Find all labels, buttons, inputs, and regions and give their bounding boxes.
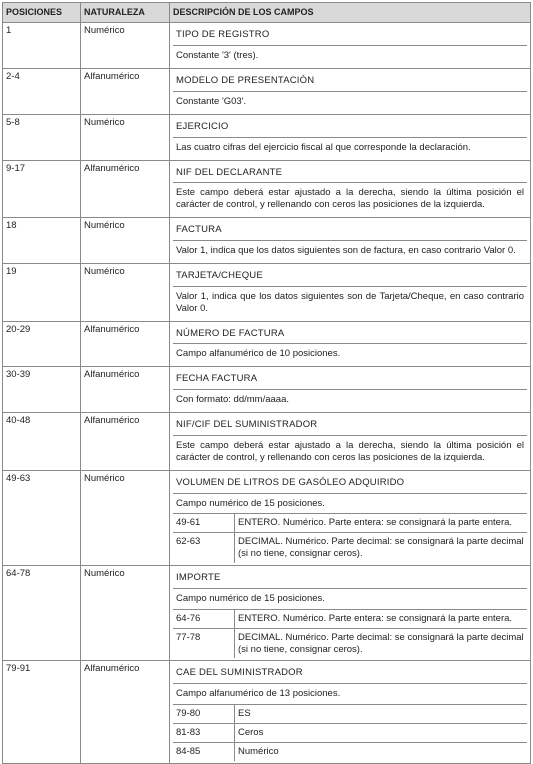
field-description: Campo numérico de 15 posiciones.	[173, 589, 527, 610]
table-row	[3, 413, 531, 471]
subfield-description: Ceros	[235, 724, 528, 743]
field-name: FECHA FACTURA	[173, 369, 527, 390]
description-cell	[170, 413, 531, 471]
description-cell	[170, 263, 531, 321]
position-cell: 5-8	[3, 114, 81, 160]
field-description: Constante '3' (tres).	[176, 50, 259, 62]
table-row	[3, 114, 531, 160]
position-cell: 1	[3, 23, 81, 69]
subfield-description: ES	[235, 705, 528, 723]
table-row	[3, 367, 531, 413]
table-row	[3, 566, 531, 661]
header-description: DESCRIPCIÓN DE LOS CAMPOS	[170, 3, 531, 23]
field-name: EJERCICIO	[173, 117, 527, 138]
field-description: Constante 'G03'.	[176, 95, 247, 107]
position-cell: 79-91	[3, 661, 81, 763]
field-name: CAE DEL SUMINISTRADOR	[173, 663, 527, 684]
field-spec-table	[2, 2, 531, 764]
subfield-description: DECIMAL. Numérico. Parte decimal: se consignará la parte decimal (si no tiene, consignar ceros).	[238, 631, 524, 655]
field-description: Valor 1, indica que los datos siguientes son de factura, en caso contrario Valor 0.	[176, 245, 516, 256]
position-cell: 9-17	[3, 160, 81, 218]
header-positions: POSICIONES	[3, 3, 81, 23]
subfield-row	[173, 533, 527, 563]
subfield-table	[173, 514, 527, 563]
subfield-description: Numérico	[238, 745, 279, 757]
field-name: TARJETA/CHEQUE	[173, 266, 527, 287]
nature-cell: Numérico	[81, 263, 170, 321]
position-cell: 20-29	[3, 321, 81, 367]
field-name: NIF DEL DECLARANTE	[173, 163, 527, 184]
position-cell: 64-78	[3, 566, 81, 661]
nature-cell: Numérico	[81, 114, 170, 160]
subfield-position: 62-63	[173, 533, 235, 563]
position-cell: 19	[3, 263, 81, 321]
nature-cell: Alfanumérico	[81, 413, 170, 471]
position-cell: 18	[3, 218, 81, 264]
description-cell	[170, 661, 531, 763]
field-name: FACTURA	[173, 220, 527, 241]
field-name: NIF/CIF DEL SUMINISTRADOR	[173, 415, 527, 436]
nature-cell: Numérico	[81, 218, 170, 264]
table-header-row	[3, 3, 531, 23]
subfield-table	[173, 610, 527, 659]
subfield-row	[173, 742, 527, 760]
table-row	[3, 23, 531, 69]
field-description: Valor 1, indica que los datos siguientes son de Tarjeta/Cheque, en caso contrario Valor 0.	[176, 290, 524, 314]
table-row	[3, 321, 531, 367]
table-row	[3, 160, 531, 218]
subfield-description: DECIMAL. Numérico. Parte decimal: se consignará la parte decimal (si no tiene, consignar ceros).	[238, 536, 524, 560]
field-description: Campo numérico de 15 posiciones.	[173, 494, 527, 515]
position-cell: 49-63	[3, 470, 81, 565]
nature-cell: Alfanumérico	[81, 321, 170, 367]
position-cell: 40-48	[3, 413, 81, 471]
nature-cell: Alfanumérico	[81, 69, 170, 115]
field-name: NÚMERO DE FACTURA	[173, 324, 527, 345]
table-row	[3, 661, 531, 763]
description-cell	[170, 566, 531, 661]
subfield-position: 81-83	[173, 724, 235, 743]
subfield-row	[173, 724, 527, 743]
nature-cell: Alfanumérico	[81, 160, 170, 218]
table-row	[3, 69, 531, 115]
nature-cell: Numérico	[81, 23, 170, 69]
description-cell	[170, 23, 531, 69]
subfield-description: ENTERO. Numérico. Parte entera: se consignará la parte entera.	[235, 514, 528, 532]
field-name: IMPORTE	[173, 568, 527, 589]
nature-cell: Alfanumérico	[81, 661, 170, 763]
subfield-row	[173, 610, 527, 628]
table-row	[3, 470, 531, 565]
field-description: Las cuatro cifras del ejercicio fiscal al que corresponde la declaración.	[176, 141, 471, 153]
field-name: MODELO DE PRESENTACIÓN	[173, 71, 527, 92]
position-cell: 30-39	[3, 367, 81, 413]
table-row	[3, 218, 531, 264]
subfield-position: 84-85	[173, 742, 235, 760]
subfield-row	[173, 514, 527, 532]
position-cell: 2-4	[3, 69, 81, 115]
subfield-position: 77-78	[173, 628, 235, 658]
subfield-row	[173, 705, 527, 723]
nature-cell: Alfanumérico	[81, 367, 170, 413]
field-description: Este campo deberá estar ajustado a la derecha, siendo la última posición el carácter de control, y rellenando con ceros las posiciones de la izquierda.	[176, 187, 524, 211]
field-description: Este campo deberá estar ajustado a la derecha, siendo la última posición el carácter de control, y rellenando con ceros las posiciones de la izquierda.	[176, 439, 524, 463]
description-cell	[170, 367, 531, 413]
header-nature: NATURALEZA	[81, 3, 170, 23]
description-cell	[170, 160, 531, 218]
description-cell	[170, 218, 531, 264]
field-description: Campo alfanumérico de 10 posiciones.	[176, 348, 341, 360]
subfield-position: 64-76	[173, 610, 235, 628]
nature-cell: Numérico	[81, 566, 170, 661]
description-cell	[170, 321, 531, 367]
subfield-table	[173, 705, 527, 761]
description-cell	[170, 470, 531, 565]
table-body	[3, 23, 531, 764]
field-name: VOLUMEN DE LITROS DE GASÓLEO ADQUIRIDO	[173, 473, 527, 494]
subfield-description: ENTERO. Numérico. Parte entera: se consignará la parte entera.	[235, 610, 528, 628]
nature-cell: Numérico	[81, 470, 170, 565]
description-cell	[170, 114, 531, 160]
description-cell	[170, 69, 531, 115]
field-name: TIPO DE REGISTRO	[173, 25, 527, 46]
subfield-position: 49-61	[173, 514, 235, 532]
subfield-position: 79-80	[173, 705, 235, 723]
table-row	[3, 263, 531, 321]
field-description: Con formato: dd/mm/aaaa.	[176, 394, 289, 406]
field-description: Campo alfanumérico de 13 posiciones.	[173, 684, 527, 705]
